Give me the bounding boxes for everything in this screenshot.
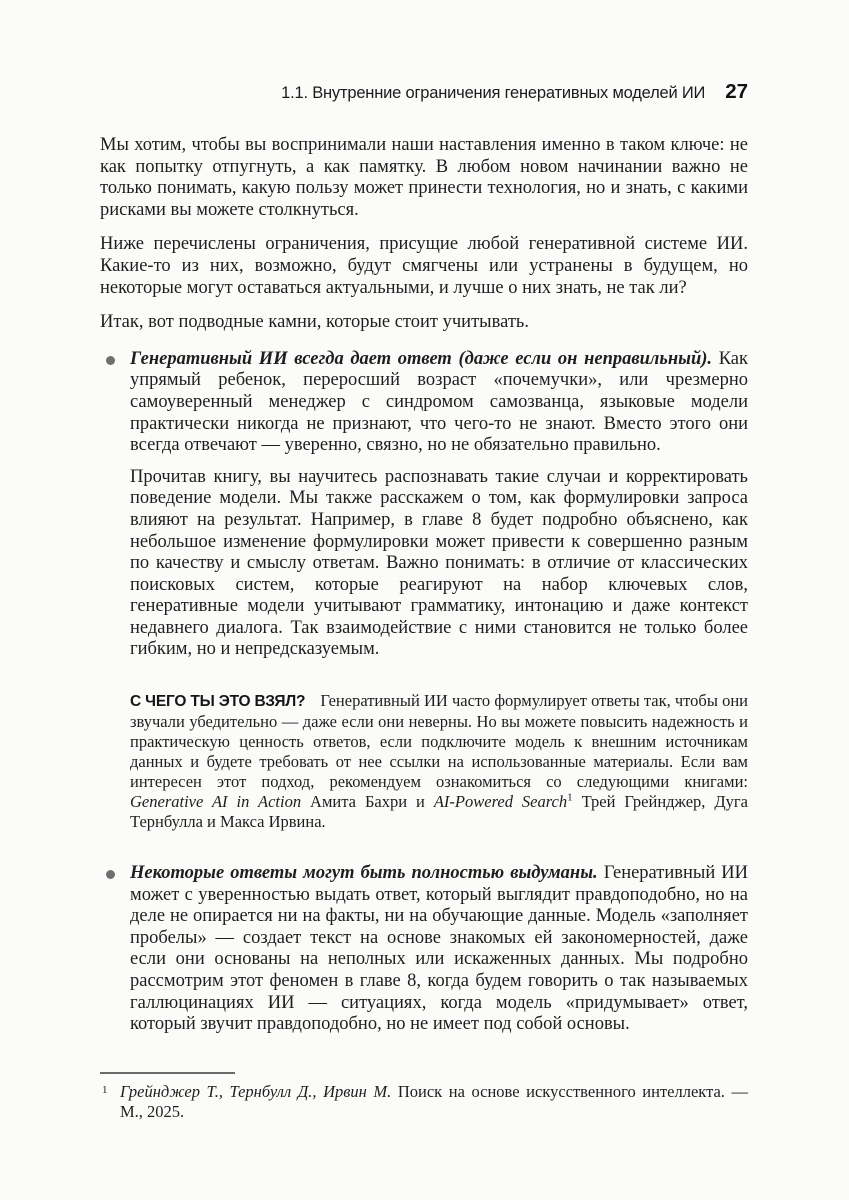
bullet-continuation-paragraph: [130, 467, 748, 661]
text-run: Итак, вот подводные камни, которые стоит учитывать.: [100, 312, 529, 333]
running-title: 1.1. Внутренние ограничения генеративных моделей ИИ: [281, 84, 706, 102]
bullet-item-made-up-answers: [100, 863, 748, 1036]
text-run: Мы хотим, чтобы вы воспринимали наши наставления именно в таком ключе: не как попытку отпугнуть, а как памятку. В любом новом начинании важно не только понимать, какую пользу может принести технология, но и знать, с какими рисками вы можете столкнуться.: [100, 135, 748, 220]
text-run: Ниже перечислены ограничения, присущие любой генеративной системе ИИ. Какие-то из них, возможно, будут смягчены или устранены в будущем, но некоторые могут оставаться актуальными, и лучше о них знать, не так ли?: [100, 234, 748, 298]
bullet-item-always-answers: [100, 349, 748, 457]
footnote: [100, 1082, 748, 1123]
text-run: Грейнджер Т., Тернбулл Д., Ирвин М.: [120, 1081, 392, 1101]
footnote-divider: [100, 1072, 235, 1074]
text-run: Некоторые ответы могут быть полностью выдуманы.: [130, 863, 598, 884]
bullet-lead-paragraph: [130, 349, 748, 457]
sidebar-note: [130, 691, 748, 832]
bullet-icon: [106, 870, 115, 879]
paragraph-pitfalls-intro: [100, 312, 748, 334]
footnote-text: [120, 1082, 748, 1122]
bullet-lead-paragraph: [130, 863, 748, 1036]
page-number: 27: [725, 80, 748, 103]
page-header: [100, 80, 748, 104]
text-run: Генеративный ИИ часто формулирует ответы так, чтобы они звучали убедительно — даже если они неверны. Но вы можете повысить надежность и практическую ценность ответов, если подключите модель к внешним источникам данных и будете требовать от нее ссылки на использованные материалы. Если вам интересен этот подход, рекомендуем ознакомиться со следующими книгами:: [130, 691, 748, 792]
text-run: Генеративный ИИ всегда дает ответ (даже если он неправильный).: [130, 348, 713, 369]
text-run: 1: [567, 791, 573, 804]
text-run: AI-Powered Search: [433, 792, 568, 812]
paragraph-limitations: [100, 234, 748, 299]
text-run: С ЧЕГО ТЫ ЭТО ВЗЯЛ?: [130, 693, 306, 711]
bullet-icon: [106, 356, 115, 365]
paragraph-intro: [100, 135, 748, 221]
sidebar-note-paragraph: [130, 691, 748, 832]
page-body: [100, 135, 748, 1036]
text-run: Поиск на основе искусственного интеллекта. — М., 2025.: [120, 1081, 749, 1122]
text-run: Прочитав книгу, вы научитесь распознавать такие случаи и корректировать поведение модели. Мы также расскажем о том, как формулировки запроса влияют на результат. Например, в главе 8 будет подробно объяснено, как небольшое изменение формулировки может привести к совершенно разным по качеству и смыслу ответам. Важно понимать: в отличие от классических поисковых систем, которые реагируют на набор ключевых слов, генеративные модели учитывают грамматику, интонацию и даже контекст недавнего диалога. Так взаимодействие с ними становится не только более гибким, но и непредсказуемым.: [130, 466, 748, 660]
footnote-area: [100, 1072, 748, 1123]
text-run: Generative AI in Action: [130, 792, 302, 812]
footnote-marker: 1: [102, 1083, 108, 1096]
text-run: Как упрямый ребенок, переросший возраст «почемучки», или чрезмерно самоуверенный менеджер с синдромом самозванца, языковые модели практически никогда не признают, что чего-то не знают. Вместо этого они всегда отвечают — уверенно, связно, но не обязательно правильно.: [130, 348, 748, 456]
text-run: Трей Грейнджер, Дуга Тернбулла и Макса Ирвина.: [130, 792, 748, 832]
text-run: Генеративный ИИ может с уверенностью выдать ответ, который выглядит правдоподобно, но на деле не опирается ни на факты, ни на обучающие данные. Модель «заполняет пробелы» — создает текст на основе знакомых ей закономерностей, даже если они основаны на неполных или искаженных данных. Мы подробно рассмотрим этот феномен в главе 8, когда будем говорить о так называемых галлюцинациях ИИ — ситуациях, когда модель «придумывает» ответ, который звучит правдоподобно, но не имеет под собой основы.: [130, 863, 748, 1035]
text-run: Амита Бахри и: [301, 792, 434, 812]
